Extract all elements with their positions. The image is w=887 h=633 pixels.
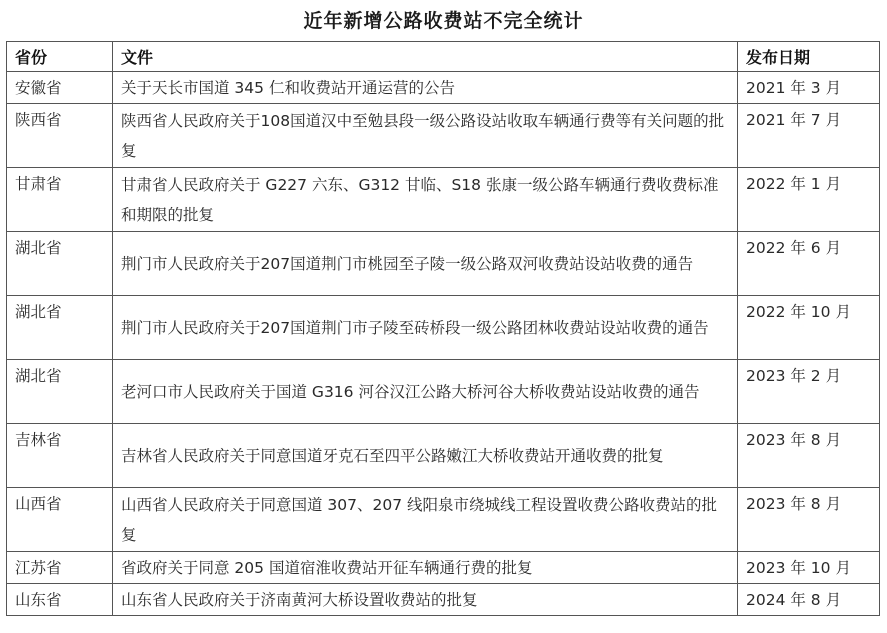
table-row: [7, 584, 880, 616]
header-document: 文件: [113, 42, 738, 72]
document-cell: 吉林省人民政府关于同意国道牙克石至四平公路嫩江大桥收费站开通收费的批复: [113, 424, 738, 488]
table-row: [7, 232, 880, 296]
date-cell: 2022 年 6 月: [738, 232, 880, 296]
table-row: [7, 424, 880, 488]
date-cell: 2024 年 8 月: [738, 584, 880, 616]
table-title: 近年新增公路收费站不完全统计: [303, 10, 584, 32]
province-cell: 湖北省: [7, 296, 113, 360]
date-cell: 2023 年 8 月: [738, 488, 880, 552]
table-row: [7, 360, 880, 424]
date-cell: 2023 年 8 月: [738, 424, 880, 488]
header-row: [7, 42, 880, 72]
province-cell: 甘肃省: [7, 168, 113, 232]
date-cell: 2023 年 10 月: [738, 552, 880, 584]
header-date: 发布日期: [738, 42, 880, 72]
date-cell: 2023 年 2 月: [738, 360, 880, 424]
document-cell: 荆门市人民政府关于207国道荆门市子陵至砖桥段一级公路团林收费站设站收费的通告: [113, 296, 738, 360]
province-cell: 吉林省: [7, 424, 113, 488]
document-cell: 老河口市人民政府关于国道 G316 河谷汉江公路大桥河谷大桥收费站设站收费的通告: [113, 360, 738, 424]
province-cell: 山西省: [7, 488, 113, 552]
date-cell: 2022 年 1 月: [738, 168, 880, 232]
date-cell: 2021 年 7 月: [738, 104, 880, 168]
document-cell: 山东省人民政府关于济南黄河大桥设置收费站的批复: [113, 584, 738, 616]
document-cell: 关于天长市国道 345 仁和收费站开通运营的公告: [113, 72, 738, 104]
date-cell: 2022 年 10 月: [738, 296, 880, 360]
header-province: 省份: [7, 42, 113, 72]
province-cell: 陕西省: [7, 104, 113, 168]
province-cell: 湖北省: [7, 360, 113, 424]
date-cell: 2021 年 3 月: [738, 72, 880, 104]
province-cell: 安徽省: [7, 72, 113, 104]
table-row: [7, 72, 880, 104]
document-cell: 荆门市人民政府关于207国道荆门市桃园至子陵一级公路双河收费站设站收费的通告: [113, 232, 738, 296]
table-row: [7, 104, 880, 168]
table-row: [7, 168, 880, 232]
province-cell: 湖北省: [7, 232, 113, 296]
province-cell: 山东省: [7, 584, 113, 616]
table-row: [7, 552, 880, 584]
document-cell: 山西省人民政府关于同意国道 307、207 线阳泉市绕城线工程设置收费公路收费站的批复: [113, 488, 738, 552]
province-cell: 江苏省: [7, 552, 113, 584]
document-cell: 甘肃省人民政府关于 G227 六东、G312 甘临、S18 张康一级公路车辆通行费收费标准和期限的批复: [113, 168, 738, 232]
toll-station-table: [6, 41, 880, 616]
document-cell: 省政府关于同意 205 国道宿淮收费站开征车辆通行费的批复: [113, 552, 738, 584]
document-cell: 陕西省人民政府关于108国道汉中至勉县段一级公路设站收取车辆通行费等有关问题的批复: [113, 104, 738, 168]
table-row: [7, 488, 880, 552]
table-row: [7, 296, 880, 360]
